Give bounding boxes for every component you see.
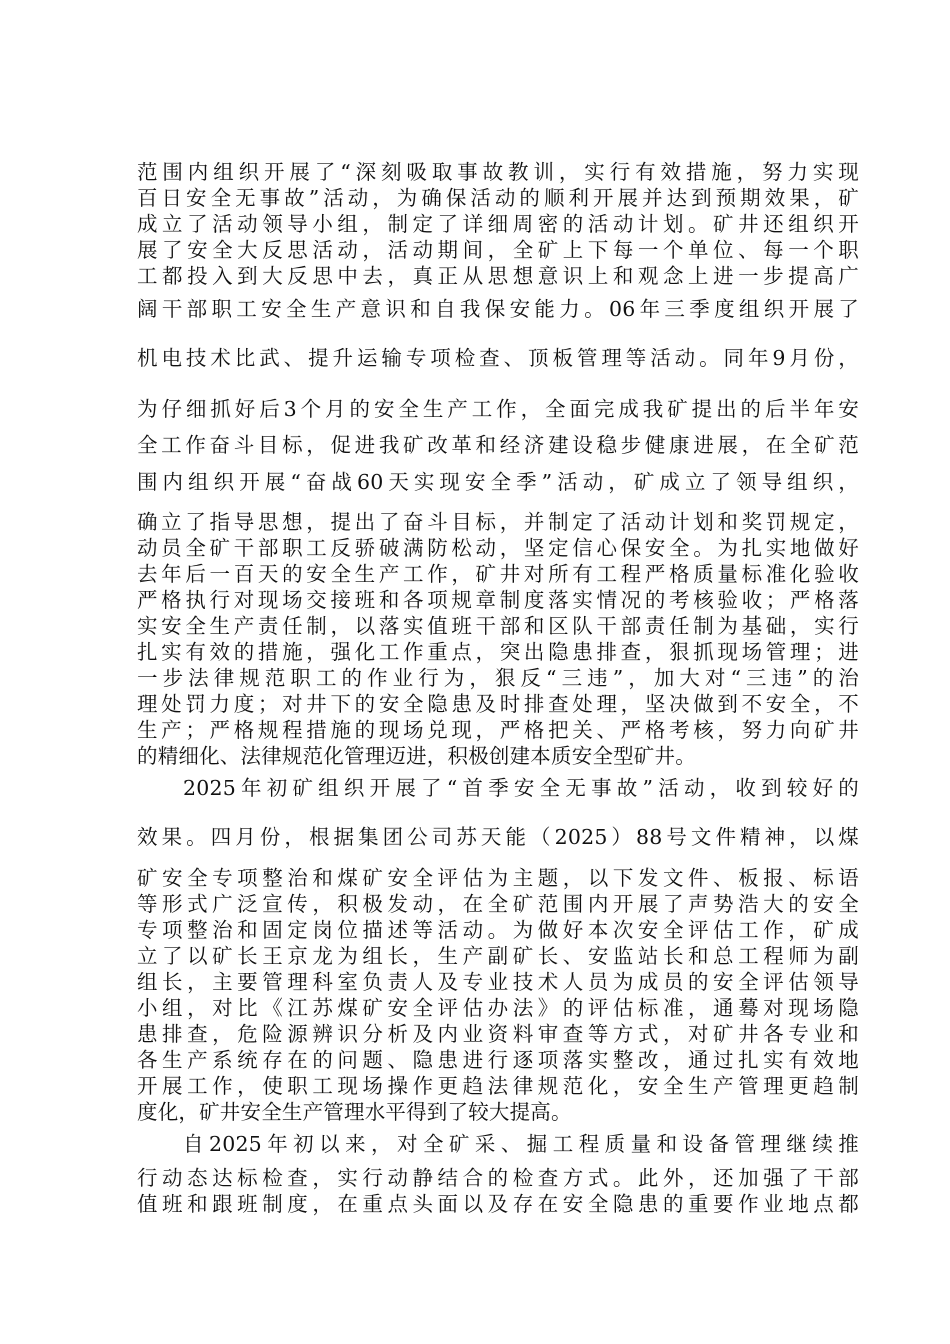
text-line: 为仔细抓好后3个月的安全生产工作，全面完成我矿提出的后半年安 <box>137 397 859 421</box>
text-line: 开展工作，使职工现场操作更趋法律规范化，安全生产管理更趋制 <box>137 1074 859 1098</box>
text-line: 专项整治和固定岗位描述等活动。为做好本次安全评估工作，矿成 <box>137 918 859 942</box>
text-line: 2025年初矿组织开展了“首季安全无事故”活动，收到较好的 <box>183 776 859 800</box>
text-line: 组长，主要管理科室负责人及专业技术人员为成员的安全评估领导 <box>137 970 859 994</box>
text-line: 工都投入到大反思中去，真正从思想意识上和观念上进一步提高广 <box>137 264 859 288</box>
text-line: 围内组织开展“奋战60天实现安全季”活动，矿成立了领导组织， <box>137 470 859 494</box>
text-line: 扎实有效的措施，强化工作重点，突出隐患排查，狠抓现场管理；进 <box>137 640 859 664</box>
text-line: 范围内组织开展了“深刻吸取事故教训，实行有效措施，努力实现 <box>137 160 859 184</box>
text-line: 展了安全大反思活动，活动期间，全矿上下每一个单位、每一个职 <box>137 238 859 262</box>
text-line: 阔干部职工安全生产意识和自我保安能力。06年三季度组织开展了 <box>137 297 859 321</box>
text-line: 全工作奋斗目标，促进我矿改革和经济建设稳步健康进展，在全矿范 <box>137 433 859 457</box>
text-line: 效果。四月份，根据集团公司苏天能（2025）88号文件精神，以煤 <box>137 825 859 849</box>
text-line: 一步法律规范职工的作业行为，狠反“三违”，加大对“三违”的治 <box>137 666 859 690</box>
text-line: 理处罚力度；对井下的安全隐患及时排查处理，坚决做到不安全，不 <box>137 692 859 716</box>
text-line: 动员全矿干部职工反骄破满防松动，坚定信心保安全。为扎实地做好 <box>137 536 859 560</box>
text-line: 患排查，危险源辨识分析及内业资料审查等方式，对矿井各专业和 <box>137 1022 859 1046</box>
text-line: 行动态达标检查，实行动静结合的检查方式。此外，还加强了干部 <box>137 1166 859 1190</box>
text-line: 成立了活动领导小组，制定了详细周密的活动计划。矿井还组织开 <box>137 212 859 236</box>
text-line: 实安全生产责任制，以落实值班干部和区队干部责任制为基础，实行 <box>137 614 859 638</box>
text-line: 严格执行对现场交接班和各项规章制度落实情况的考核验收；严格落 <box>137 588 859 612</box>
text-line: 确立了指导思想，提出了奋斗目标，并制定了活动计划和奖罚规定， <box>137 510 859 534</box>
text-line: 度化，矿井安全生产管理水平得到了较大提高。 <box>137 1100 572 1124</box>
text-line: 的精细化、法律规范化管理迈进，积极创建本质安全型矿井。 <box>137 744 696 768</box>
text-line: 百日安全无事故”活动，为确保活动的顺利开展并达到预期效果，矿 <box>137 186 859 210</box>
text-line: 自2025年初以来，对全矿采、掘工程质量和设备管理继续推 <box>183 1132 859 1156</box>
text-line: 值班和跟班制度，在重点头面以及存在安全隐患的重要作业地点都 <box>137 1192 859 1216</box>
text-line: 立了以矿长王京龙为组长，生产副矿长、安监站长和总工程师为副 <box>137 944 859 968</box>
text-line: 矿安全专项整治和煤矿安全评估为主题，以下发文件、板报、标语 <box>137 866 859 890</box>
text-line: 各生产系统存在的问题、隐患进行逐项落实整改，通过扎实有效地 <box>137 1048 859 1072</box>
text-line: 小组，对比《江苏煤矿安全评估办法》的评估标准，通蓦对现场隐 <box>137 996 859 1020</box>
text-line: 机电技术比武、提升运输专项检查、顶板管理等活动。同年9月份， <box>137 346 859 370</box>
text-line: 等形式广泛宣传，积极发动，在全矿范围内开展了声势浩大的安全 <box>137 892 859 916</box>
text-line: 去年后一百天的安全生产工作，矿井对所有工程严格质量标准化验收 <box>137 562 859 586</box>
text-line: 生产；严格规程措施的现场兑现，严格把关、严格考核，努力向矿井 <box>137 718 859 742</box>
